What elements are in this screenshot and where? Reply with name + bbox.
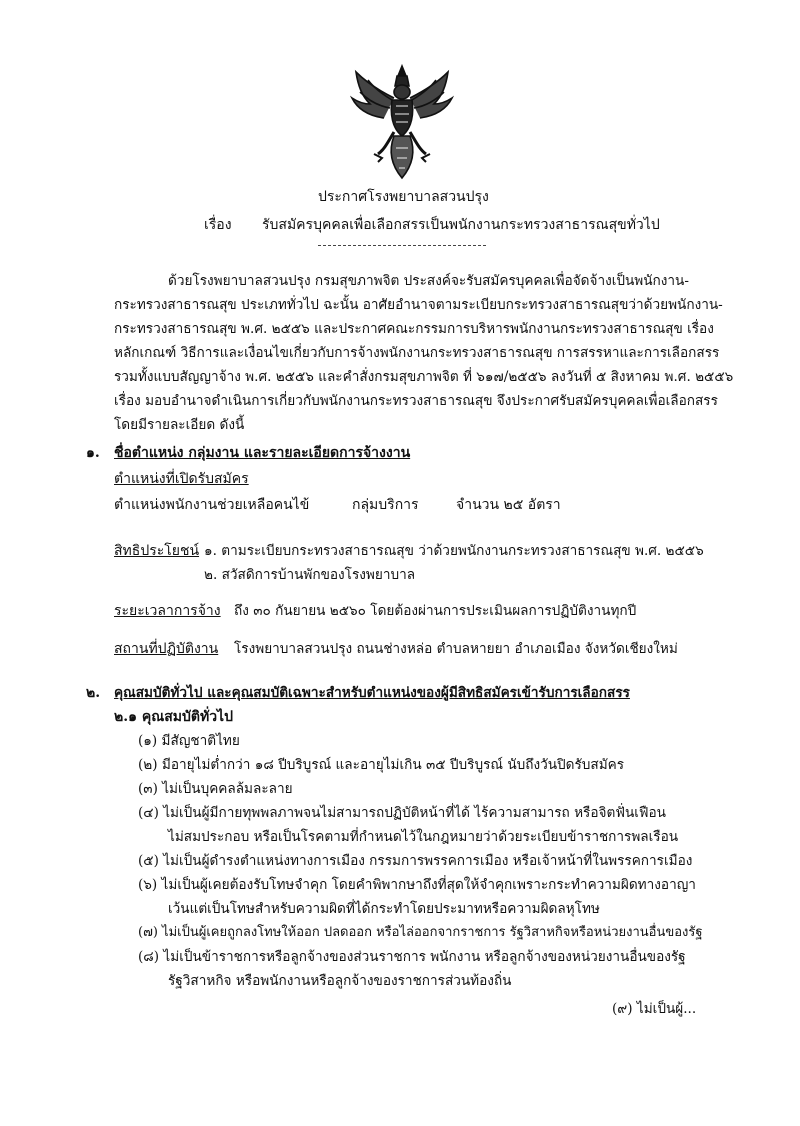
position-name: ตำแหน่งพนักงานช่วยเหลือคนไข้: [114, 497, 310, 513]
employment-period-label: ระยะเวลาการจ้าง: [114, 603, 221, 619]
qualification-item: (๘) ไม่เป็นข้าราชการหรือลูกจ้างของส่วนราชการ พนักงาน หรือลูกจ้างของหน่วยงานอื่นของรัฐ: [138, 949, 686, 965]
qualification-item: (๔) ไม่เป็นผู้มีกายทุพพลภาพจนไม่สามารถปฏิบัติหน้าที่ได้ ไร้ความสามารถ หรือจิตฟั่นเฟือน: [138, 805, 666, 821]
qualification-item: (๑) มีสัญชาติไทย: [138, 733, 240, 749]
benefits-label: สิทธิประโยชน์: [114, 543, 200, 559]
employment-period: ถึง ๓๐ กันยายน ๒๕๖๐ โดยต้องผ่านการประเมินผลการปฏิบัติงานทุกปี: [234, 603, 637, 619]
intro-line: เรื่อง มอบอำนาจดำเนินการเกี่ยวกับพนักงานกระทรวงสาธารณสุข จึงประกาศรับสมัครบุคคลเพื่อเลือกสรร: [114, 393, 718, 409]
open-positions-heading: ตำแหน่งที่เปิดรับสมัคร: [114, 471, 249, 487]
announcement-title: ประกาศโรงพยาบาลสวนปรุง: [318, 189, 489, 205]
qualification-item-continued: เว้นแต่เป็นโทษสำหรับความผิดที่ได้กระทำโดยประมาทหรือความผิดลหุโทษ: [168, 901, 600, 917]
qualification-item-continued: รัฐวิสาหกิจ หรือพนักงานหรือลูกจ้างของราชการส่วนท้องถิ่น: [168, 973, 512, 989]
benefit-item: ๒. สวัสดิการบ้านพักของโรงพยาบาล: [204, 567, 416, 583]
qualification-item: (๖) ไม่เป็นผู้เคยต้องรับโทษจำคุก โดยคำพิพากษาถึงที่สุดให้จำคุกเพราะกระทำความผิดทางอาญา: [138, 877, 696, 893]
qualification-item: (๒) มีอายุไม่ต่ำกว่า ๑๘ ปีบริบูรณ์ และอายุไม่เกิน ๓๕ ปีบริบูรณ์ นับถึงวันปิดรับสมัคร: [138, 757, 625, 773]
sub-heading: ๒.๑ คุณสมบัติทั่วไป: [114, 709, 233, 725]
workplace: โรงพยาบาลสวนปรุง ถนนช่างหล่อ ตำบลหายยา อำเภอเมือง จังหวัดเชียงใหม่: [234, 641, 678, 657]
header-divider: [318, 245, 486, 246]
qualification-item: (๕) ไม่เป็นผู้ดำรงตำแหน่งทางการเมือง กรรมการพรรคการเมือง หรือเจ้าหน้าที่ในพรรคการเมือง: [138, 853, 693, 869]
qualification-item: (๓) ไม่เป็นบุคคลล้มละลาย: [138, 781, 293, 797]
intro-line: ด้วยโรงพยาบาลสวนปรุง กรมสุขภาพจิต ประสงค์จะรับสมัครบุคคลเพื่อจัดจ้างเป็นพนักงาน-: [168, 273, 689, 289]
intro-line: กระทรวงสาธารณสุข ประเภททั่วไป ฉะนั้น อาศัยอำนาจตามระเบียบกระทรวงสาธารณสุขว่าด้วยพนักงาน-: [114, 297, 723, 313]
section-title: ชื่อตำแหน่ง กลุ่มงาน และรายละเอียดการจ้างงาน: [114, 445, 411, 461]
intro-line: โดยมีรายละเอียด ดังนี้: [114, 417, 245, 433]
position-group: กลุ่มบริการ: [352, 497, 419, 513]
intro-line: หลักเกณฑ์ วิธีการและเงื่อนไขเกี่ยวกับการจ้างพนักงานกระทรวงสาธารณสุข การสรรหาและการเลือกสรร: [114, 345, 720, 361]
subject-label: เรื่อง: [204, 217, 232, 233]
workplace-label: สถานที่ปฏิบัติงาน: [114, 641, 219, 657]
section-number: ๑.: [86, 445, 100, 461]
continued-note: (๙) ไม่เป็นผู้...: [612, 1001, 697, 1017]
section-title: คุณสมบัติทั่วไป และคุณสมบัติเฉพาะสำหรับตำแหน่งของผู้มีสิทธิสมัครเข้ารับการเลือกสรร: [114, 685, 630, 701]
intro-line: รวมทั้งแบบสัญญาจ้าง พ.ศ. ๒๕๕๖ และคำสั่งกรมสุขภาพจิต ที่ ๖๑๗/๒๕๕๖ ลงวันที่ ๕ สิงหาคม พ.ศ. ๒๕๕๖: [114, 369, 734, 385]
qualification-item-continued: ไม่สมประกอบ หรือเป็นโรคตามที่กำหนดไว้ในกฎหมายว่าด้วยระเบียบข้าราชการพลเรือน: [168, 829, 679, 845]
position-quota: จำนวน ๒๕ อัตรา: [456, 497, 561, 513]
subject-text: รับสมัครบุคคลเพื่อเลือกสรรเป็นพนักงานกระทรวงสาธารณสุขทั่วไป: [262, 217, 660, 233]
intro-line: กระทรวงสาธารณสุข พ.ศ. ๒๕๕๖ และประกาศคณะกรรมการบริหารพนักงานกระทรวงสาธารณสุข เรื่อง: [114, 321, 714, 337]
garuda-emblem-icon: [348, 62, 456, 182]
qualification-item: (๗) ไม่เป็นผู้เคยถูกลงโทษให้ออก ปลดออก หรือไล่ออกจากราชการ รัฐวิสาหกิจหรือหน่วยงานอื่นของรัฐ: [138, 925, 703, 940]
benefit-item: ๑. ตามระเบียบกระทรวงสาธารณสุข ว่าด้วยพนักงานกระทรวงสาธารณสุข พ.ศ. ๒๕๕๖: [204, 543, 704, 559]
section-number: ๒.: [86, 685, 101, 701]
